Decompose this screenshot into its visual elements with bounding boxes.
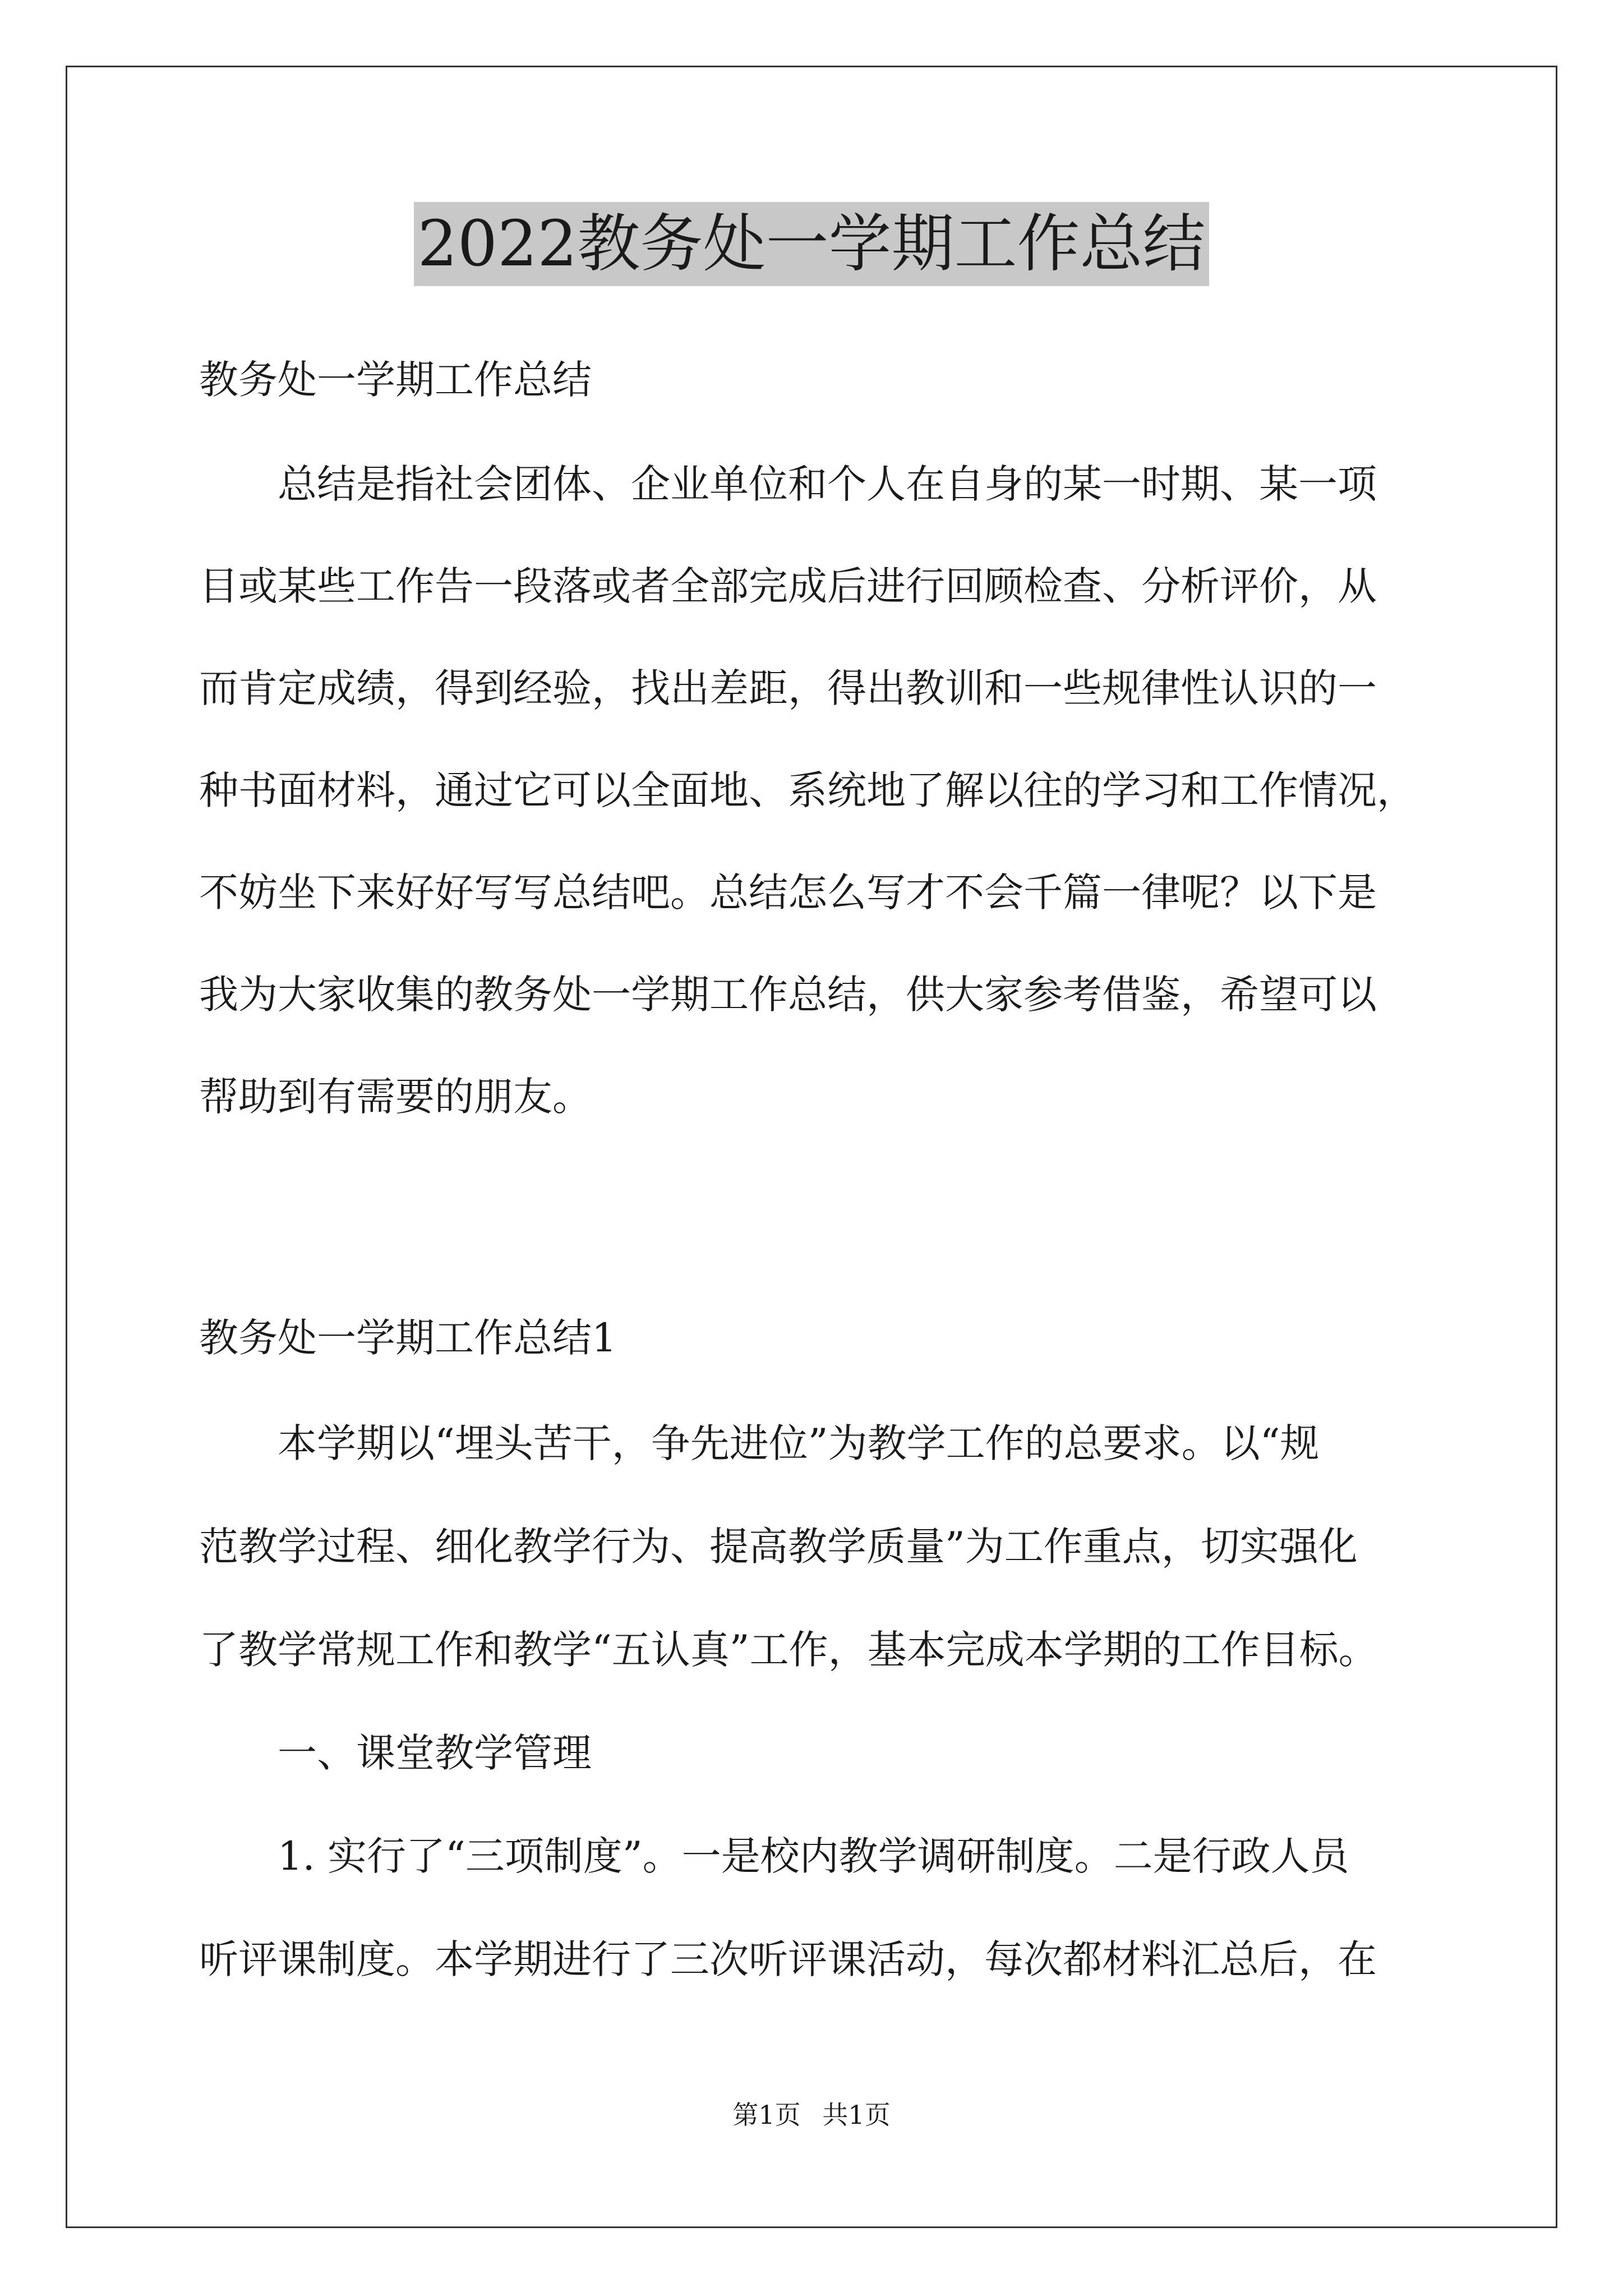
- intro-line: 我为大家收集的教务处一学期工作总结，供大家参考借鉴，希望可以: [199, 972, 1377, 1018]
- sub-heading: 一、课堂教学管理: [278, 1730, 592, 1776]
- page-total: 共1页: [822, 2100, 891, 2130]
- page-footer: [0, 2098, 1623, 2132]
- section-line: 范教学过程、细化教学行为、提高教学质量”为工作重点，切实强化: [199, 1524, 1358, 1570]
- document-subtitle: 教务处一学期工作总结: [199, 357, 592, 403]
- page-number: 第1页: [732, 2100, 801, 2130]
- section-heading: 教务处一学期工作总结1: [199, 1315, 617, 1361]
- item-line: 1. 实行了“三项制度”。一是校内教学调研制度。二是行政人员: [278, 1833, 1349, 1879]
- document-title: [0, 202, 1623, 286]
- document-title-text: 2022教务处一学期工作总结: [414, 202, 1209, 286]
- intro-line: 而肯定成绩，得到经验，找出差距，得出教训和一些规律性认识的一: [199, 665, 1377, 711]
- section-line: 本学期以“埋头苦干，争先进位”为教学工作的总要求。以“规: [278, 1420, 1320, 1466]
- intro-line: 不妨坐下来好好写写总结吧。总结怎么写才不会千篇一律呢？以下是: [199, 869, 1377, 915]
- intro-line: 帮助到有需要的朋友。: [199, 1074, 592, 1120]
- section-line: 了教学常规工作和教学“五认真”工作，基本完成本学期的工作目标。: [199, 1627, 1378, 1673]
- intro-line: 总结是指社会团体、企业单位和个人在自身的某一时期、某一项: [278, 461, 1377, 507]
- item-line: 听评课制度。本学期进行了三次听评课活动，每次都材料汇总后，在: [199, 1936, 1377, 1982]
- intro-line: 种书面材料，通过它可以全面地、系统地了解以往的学习和工作情况，: [199, 767, 1416, 813]
- intro-line: 目或某些工作告一段落或者全部完成后进行回顾检查、分析评价，从: [199, 563, 1377, 609]
